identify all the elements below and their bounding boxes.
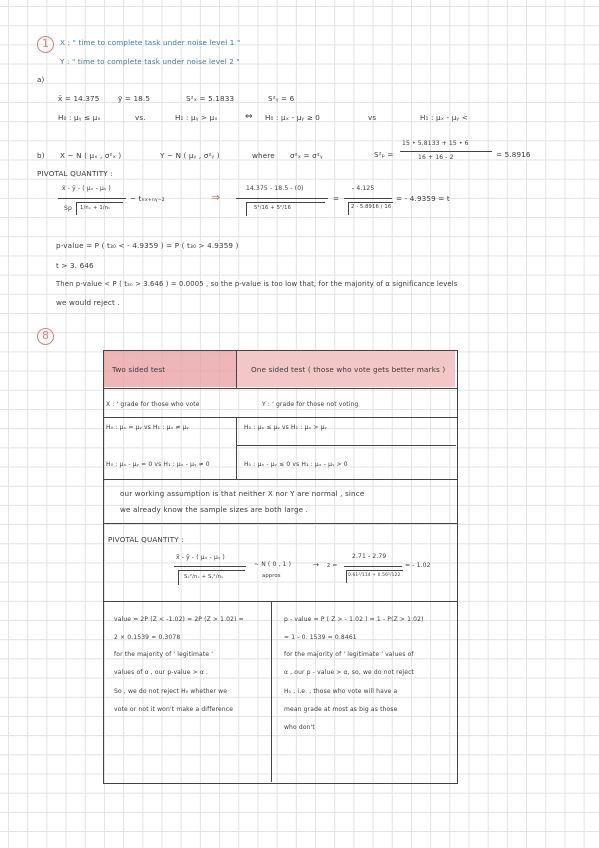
x-variable-def: X : ' grade for those who vote bbox=[106, 401, 200, 408]
pivotal-sp: Sp bbox=[64, 205, 72, 212]
z-denominator: 0.61²/114 + 0.56²/122 bbox=[348, 573, 401, 578]
null-hypothesis: H₀ : μᵧ ≤ μₓ bbox=[58, 113, 101, 122]
table-divider-2 bbox=[103, 417, 457, 418]
calc-numerator: 14.375 - 18.5 - (0) bbox=[246, 185, 304, 192]
conclusion-line: Then p-value < P ( t₃₀ > 3.646 ) = 0.0005 , so the p-value is too low that, for the majority of α significance levels bbox=[56, 280, 458, 288]
t-statistic: = - 4.9359 = t bbox=[396, 194, 450, 203]
two-sided-header: Two sided test bbox=[112, 365, 166, 374]
two-sided-conclusion-5: So , we do not reject H₀ whether we bbox=[114, 688, 228, 695]
one-sided-hypothesis-2: H₀ : μₓ - μᵧ ≤ 0 vs H₁ : μₓ - μᵧ > 0 bbox=[244, 461, 348, 468]
x-definition: X : " time to complete task under noise level 1 " bbox=[60, 38, 241, 47]
reject-line: we would reject . bbox=[56, 298, 120, 307]
null-hypothesis-diff: H₀ : μₓ - μᵧ ≥ 0 bbox=[265, 113, 321, 122]
distribution-x: X ~ N ( μₓ , σ²ₓ ) bbox=[60, 151, 122, 160]
vs-label-2: vs bbox=[368, 113, 377, 122]
header-column-divider bbox=[236, 350, 237, 388]
equivalence-arrow: ⇔ bbox=[245, 112, 253, 122]
table-divider-3 bbox=[103, 479, 457, 480]
conclusion-column-divider bbox=[271, 601, 272, 782]
stat-sx2: S²ₓ = 5.1833 bbox=[186, 94, 235, 103]
table-divider-1 bbox=[103, 388, 457, 389]
stat-ybar: ȳ = 18.5 bbox=[118, 94, 151, 103]
stat-sy2: S²ᵧ = 6 bbox=[268, 94, 295, 103]
assumption-line-1: our working assumption is that neither X nor Y are normal , since bbox=[120, 489, 365, 498]
assumption-line-2: we already know the sample sizes are both large . bbox=[120, 505, 309, 514]
one-sided-header: One sided test ( those who vote gets better marks ) bbox=[251, 365, 446, 374]
two-sided-conclusion-2: 2 × 0.1539 = 0.3078 bbox=[114, 634, 181, 641]
equals-sign: = bbox=[333, 194, 340, 203]
z-result: = - 1.02 bbox=[405, 562, 431, 569]
two-sided-hypothesis-2: H₀ : μₓ - μᵧ = 0 vs H₁ : μₓ - μᵧ ≠ 0 bbox=[106, 461, 210, 468]
question-number-8: 8 bbox=[37, 328, 54, 345]
implies-arrow: ⇒ bbox=[211, 191, 221, 204]
p-value-line: p-value = P ( t₃₀ < - 4.9359 ) = P ( t₃₀ > 4.9359 ) bbox=[56, 241, 239, 250]
critical-t-line: t > 3. 646 bbox=[56, 261, 94, 270]
where-label: where bbox=[252, 151, 275, 160]
pooled-variance-denominator: 16 + 16 - 2 bbox=[418, 154, 454, 161]
distribution-y: Y ~ N ( μᵧ , σ²ᵧ ) bbox=[160, 151, 220, 160]
pooled-variance-result: = 5.8916 bbox=[496, 150, 531, 159]
pooled-variance-bar bbox=[400, 151, 492, 152]
one-sided-conclusion-2: = 1 - 0. 1539 = 0.8461 bbox=[284, 634, 357, 641]
pooled-variance-label: S²ₚ = bbox=[374, 150, 394, 159]
pivotal-distribution: ~ tₙₓ₊ₙᵧ₋₂ bbox=[130, 194, 165, 203]
pivotal-distribution-q8: ~ N ( 0 , 1 ) bbox=[254, 561, 292, 568]
z-fraction-bar bbox=[344, 566, 402, 567]
two-sided-hypothesis-1: H₀ : μₓ = μᵧ vs H₁ : μₓ ≠ μᵧ bbox=[106, 424, 189, 431]
question-number-1: 1 bbox=[37, 36, 54, 53]
alt-hypothesis-diff: H₁ : μₓ - μᵧ < bbox=[420, 113, 468, 122]
part-b-label: b) bbox=[37, 151, 45, 160]
z-label: z = bbox=[327, 562, 338, 569]
vs-label: vs. bbox=[135, 113, 146, 122]
one-sided-conclusion-1: p - value = P ( Z > - 1.02 ) = 1 - P(Z > 1.02) bbox=[284, 616, 424, 623]
calc-fraction-bar bbox=[236, 198, 328, 199]
pivotal-denominator-q8: Sₓ²/nₓ + Sᵧ²/nᵧ bbox=[184, 574, 224, 580]
one-sided-conclusion-3: for the majority of ' legitimate ' values of bbox=[284, 651, 414, 658]
two-sided-conclusion-1: value = 2P (Z < -1.02) = 2P (Z > 1.02) = bbox=[114, 616, 244, 623]
stat-xbar: x̄ = 14.375 bbox=[58, 94, 100, 103]
y-definition: Y : " time to complete task under noise level 2 " bbox=[60, 57, 240, 66]
calc2-denominator: 2 · 5.8916 / 16 bbox=[351, 204, 392, 210]
y-variable-def: Y : ' grade for those not voting bbox=[262, 401, 359, 408]
alt-hypothesis: H₁ : μᵧ > μₓ bbox=[175, 113, 218, 122]
approx-label: approx bbox=[262, 573, 281, 579]
calc2-numerator: - 4.125 bbox=[352, 185, 375, 192]
calc2-fraction-bar bbox=[344, 198, 392, 199]
one-sided-hypothesis-1: H₀ : μₓ ≤ μᵧ vs H₁ : μₓ > μᵧ bbox=[244, 424, 327, 431]
two-sided-conclusion-4: values of α , our p-value > α . bbox=[114, 669, 209, 676]
pivotal-quantity-label-q8: PIVOTAL QUANTITY : bbox=[108, 535, 184, 544]
equal-variance: σ²ₓ = σ²ᵧ bbox=[290, 151, 323, 160]
part-a-label: a) bbox=[37, 75, 45, 84]
one-sided-conclusion-7: who don't bbox=[284, 724, 315, 731]
arrow-to-z: → bbox=[313, 560, 320, 569]
two-sided-conclusion-3: for the majority of ' legitimate ' bbox=[114, 651, 214, 658]
pivotal-denominator: 1/nₓ + 1/nᵧ bbox=[80, 205, 111, 211]
one-sided-conclusion-5: H₀ , i.e. , those who vote will have a bbox=[284, 688, 398, 695]
pivotal-fraction-bar bbox=[58, 198, 126, 199]
pivotal-quantity-label: PIVOTAL QUANTITY : bbox=[37, 169, 113, 178]
hypothesis-column-divider bbox=[236, 417, 237, 479]
one-sided-conclusion-6: mean grade at most as big as those bbox=[284, 706, 398, 713]
pivotal-fraction-bar-q8 bbox=[174, 566, 246, 567]
two-sided-conclusion-6: vote or not it won't make a difference bbox=[114, 706, 234, 713]
one-sided-conclusion-4: α , our p - value > α, so, we do not reject bbox=[284, 669, 415, 676]
pivotal-numerator: x̄ - ȳ - ( μₓ - μᵧ ) bbox=[62, 185, 111, 192]
z-numerator: 2.71 - 2.79 bbox=[352, 553, 387, 560]
one-sided-inner-divider bbox=[236, 445, 456, 446]
pivotal-numerator-q8: x̄ - ȳ - ( μₓ - μᵧ ) bbox=[176, 554, 225, 561]
table-divider-5 bbox=[103, 601, 457, 602]
table-divider-4 bbox=[103, 523, 457, 524]
pooled-variance-numerator: 15 • 5.8133 + 15 • 6 bbox=[402, 140, 469, 147]
calc-denominator: 5²/16 + 5²/16 bbox=[254, 205, 292, 211]
